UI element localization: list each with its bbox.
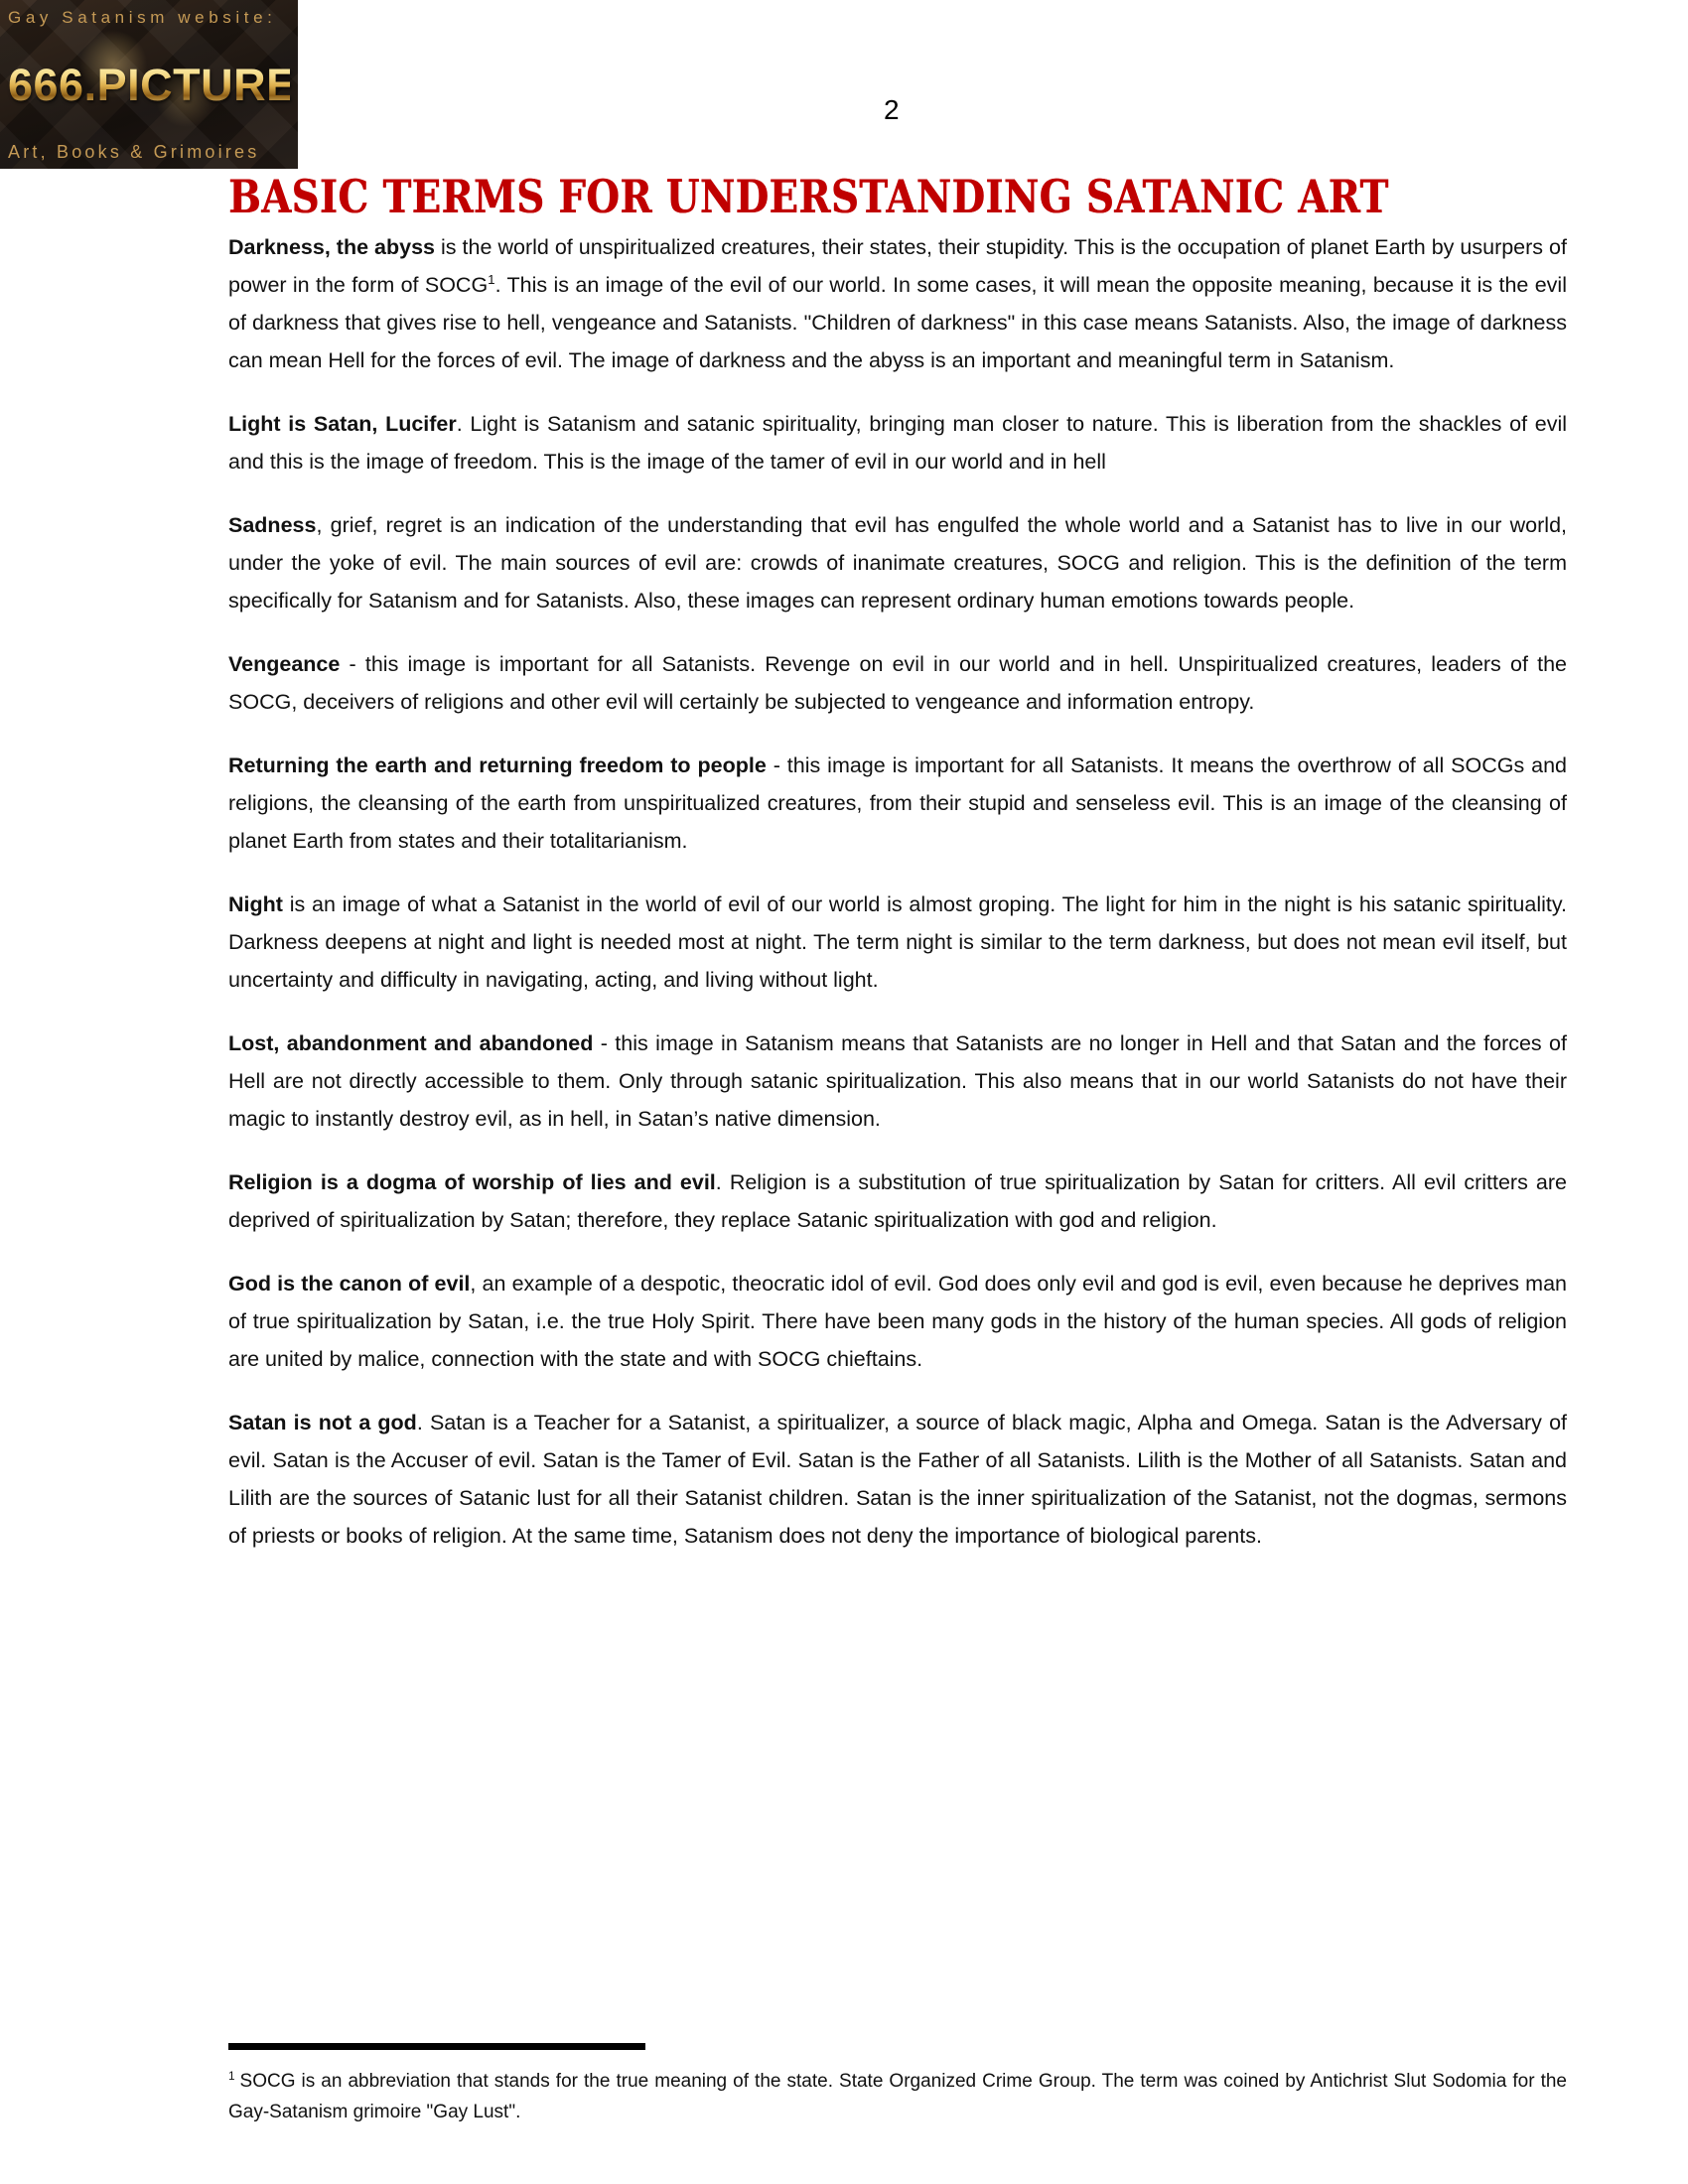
footnote-area: [228, 2043, 1567, 2127]
paragraph-text: . Light is Satanism and satanic spirituality, bringing man closer to nature. This is liberation from the shackles of evil and this is the image of freedom. This is the image of the tamer of evil in our world and in hell: [228, 412, 1567, 475]
body-paragraph: [228, 405, 1567, 480]
site-logo: [0, 0, 328, 169]
paragraph-lead: Satan is not a god: [228, 1411, 417, 1435]
page-content: [228, 169, 1567, 1555]
section-heading: BASIC TERMS FOR UNDERSTANDING SATANIC ART: [228, 170, 1389, 223]
page-number: 2: [884, 94, 900, 125]
body-text: [228, 228, 1567, 1555]
paragraph-text: . Religion is a substitution of true spiritualization by Satan for critters. All evil critters are deprived of spiritualization by Satan; therefore, they replace Satanic spiritualization with god and religion.: [228, 1170, 1567, 1233]
paragraph-text: is the world of unspiritualized creatures, their states, their stupidity. This is the occupation of planet Earth by usurpers of power in the form of SOCG: [228, 235, 1567, 298]
logo-tagline-bottom: Art, Books & Grimoires: [8, 142, 260, 162]
paragraph-text: , grief, regret is an indication of the understanding that evil has engulfed the whole world and a Satanist has to live in our world, under the yoke of evil. The main sources of evil are: crowds of inanimate creatures, SOCG and religion. This is the definition of the term specifically for Satanism and for Satanists. Also, these images can represent ordinary human emotions towards people.: [228, 513, 1567, 614]
paragraph-lead: Night: [228, 892, 283, 917]
paragraph-lead: Sadness: [228, 513, 317, 538]
body-paragraph: [228, 506, 1567, 619]
paragraph-lead: Light is Satan, Lucifer: [228, 412, 457, 437]
footnote-reference: 1: [488, 272, 495, 288]
paragraph-text: is an image of what a Satanist in the world of evil of our world is almost groping. The light for him in the night is his satanic spirituality. Darkness deepens at night and light is needed most at night. The term night is similar to the term darkness, but does not mean evil itself, but uncertainty and difficulty in navigating, acting, and living without light.: [228, 892, 1567, 993]
paragraph-lead: Vengeance: [228, 652, 341, 677]
footnote-body: SOCG is an abbreviation that stands for the true meaning of the state. State Organized Crime Group. The term was coined by Antichrist Slut Sodomia for the Gay-Satanism grimoire "Gay Lust".: [228, 2071, 1567, 2122]
footnote-separator: [228, 2043, 645, 2050]
paragraph-lead: Religion is a dogma of worship of lies and evil: [228, 1170, 716, 1195]
paragraph-text: - this image is important for all Satanists. It means the overthrow of all SOCGs and religions, the cleansing of the earth from unspiritualized creatures, from their stupid and senseless evil. This is an image of the cleansing of planet Earth from states and their totalitarianism.: [228, 753, 1567, 854]
paragraph-lead: God is the canon of evil: [228, 1272, 471, 1297]
body-paragraph: [228, 1024, 1567, 1138]
paragraph-lead: Lost, abandonment and abandoned: [228, 1031, 594, 1056]
logo-site-name: 666.PICTURES: [8, 60, 328, 110]
paragraph-text: . Satan is a Teacher for a Satanist, a spiritualizer, a source of black magic, Alpha and Omega. Satan is the Adversary of evil. Satan is the Accuser of evil. Satan is the Tamer of Evil. Satan is the Father of all Satanists. Lilith is the Mother of all Satanists. Satan and Lilith are the sources of Satanic lust for all their Satanist children. Satan is the inner spiritualization of the Satanist, not the dogmas, sermons of priests or books of religion. At the same time, Satanism does not deny the importance of biological parents.: [228, 1411, 1568, 1549]
body-paragraph: [228, 1163, 1567, 1239]
body-paragraph: [228, 886, 1567, 999]
body-paragraph: [228, 1404, 1567, 1555]
body-paragraph: [228, 1265, 1567, 1378]
paragraph-lead: Darkness, the abyss: [228, 235, 436, 260]
paragraph-text: , an example of a despotic, theocratic idol of evil. God does only evil and god is evil, even because he deprives man of true spiritualization by Satan, i.e. the true Holy Spirit. There have been many gods in the history of the human species. All gods of religion are united by malice, connection with the state and with SOCG chieftains.: [228, 1272, 1567, 1372]
footnote-marker: 1: [228, 2069, 235, 2083]
body-paragraph: [228, 747, 1567, 860]
paragraph-lead: Returning the earth and returning freedom to people: [228, 753, 767, 778]
paragraph-text: . This is an image of the evil of our world. In some cases, it will mean the opposite meaning, because it is the evil of darkness that gives rise to hell, vengeance and Satanists. "Children of darkness" in this case means Satanists. Also, the image of darkness can mean Hell for the forces of evil. The image of darkness and the abyss is an important and meaningful term in Satanism.: [228, 273, 1567, 373]
footnote-text: [228, 2066, 1567, 2127]
logo-tagline-top: Gay Satanism website:: [8, 8, 277, 27]
paragraph-text: - this image is important for all Satanists. Revenge on evil in our world and in hell. Unspiritualized creatures, leaders of the SOCG, deceivers of religions and other evil will certainly be subjected to vengeance and information entropy.: [228, 652, 1567, 715]
body-paragraph: [228, 228, 1567, 379]
paragraph-text: - this image in Satanism means that Satanists are no longer in Hell and that Satan and the forces of Hell are not directly accessible to them. Only through satanic spiritualization. This also means that in our world Satanists do not have their magic to instantly destroy evil, as in hell, in Satan’s native dimension.: [228, 1031, 1567, 1132]
body-paragraph: [228, 645, 1567, 721]
